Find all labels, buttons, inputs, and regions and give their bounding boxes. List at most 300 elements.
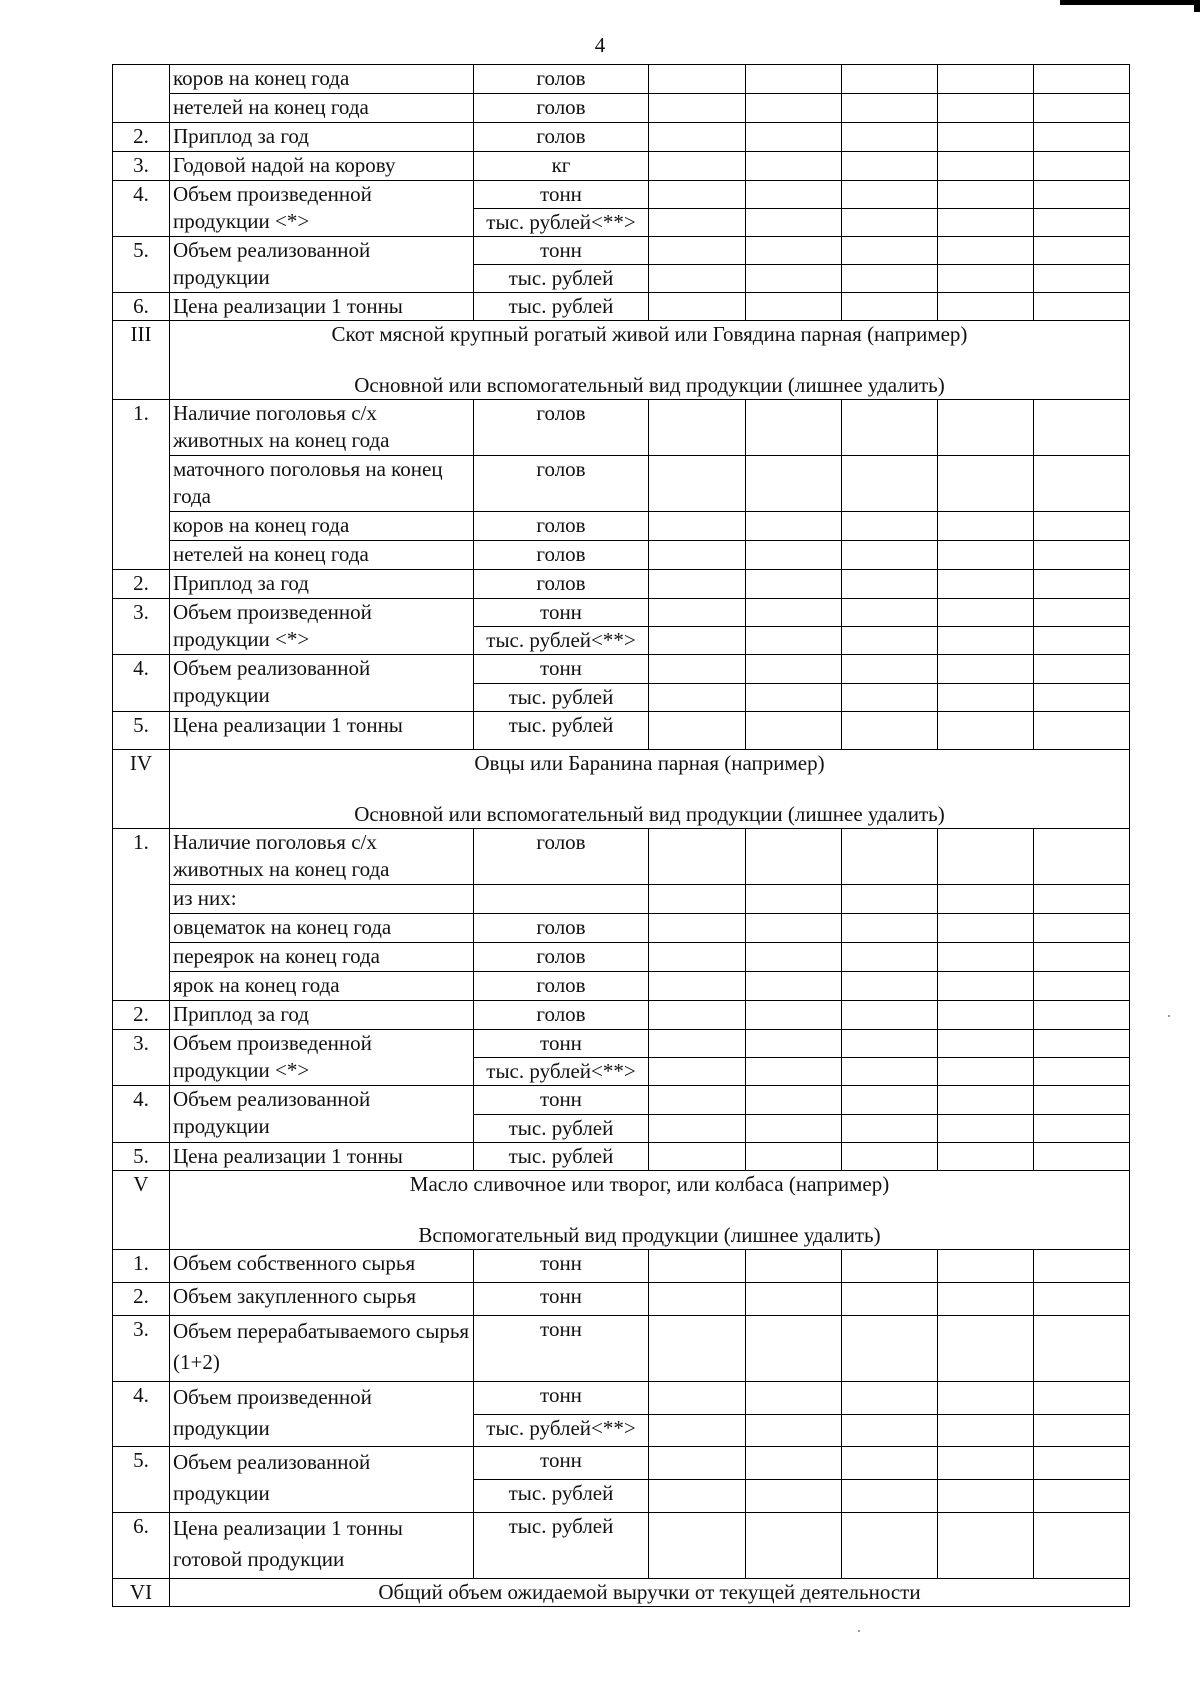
value-cell (746, 1001, 842, 1030)
row-number: 1. (113, 400, 170, 570)
value-cell (746, 943, 842, 972)
value-cell (649, 914, 746, 943)
row-number: 2. (113, 1283, 170, 1316)
row-unit: голов (474, 512, 649, 541)
value-cell (746, 1143, 842, 1171)
value-cell (746, 123, 842, 152)
row-label: маточного поголовья на конец года (170, 456, 474, 512)
row-unit: тонн (474, 599, 649, 627)
value-cell (649, 1115, 746, 1143)
value-cell (649, 265, 746, 293)
row-unit: голов (474, 94, 649, 123)
row-label: Объем собственного сырья (170, 1250, 474, 1283)
section-number: IV (113, 750, 170, 829)
row-label: нетелей на конец года (170, 541, 474, 570)
value-cell (649, 1415, 746, 1447)
value-cell (938, 885, 1034, 914)
value-cell (649, 1283, 746, 1316)
row-label: нетелей на конец года (170, 94, 474, 123)
value-cell (649, 65, 746, 94)
value-cell (842, 1480, 938, 1513)
value-cell (842, 570, 938, 599)
value-cell (938, 829, 1034, 885)
value-cell (842, 1030, 938, 1058)
table-row (113, 512, 1130, 541)
value-cell (746, 94, 842, 123)
value-cell (842, 914, 938, 943)
row-unit: голов (474, 829, 649, 885)
value-cell (842, 1250, 938, 1283)
value-cell (938, 152, 1034, 181)
value-cell (842, 1415, 938, 1447)
value-cell (649, 123, 746, 152)
value-cell (938, 684, 1034, 712)
row-label: Объем закупленного сырья (170, 1283, 474, 1316)
value-cell (1034, 209, 1130, 237)
value-cell (746, 1058, 842, 1086)
value-cell (842, 885, 938, 914)
row-unit: тонн (474, 1250, 649, 1283)
section-title: Масло сливочное или творог, или колбаса (например) (409, 1172, 890, 1196)
value-cell (746, 599, 842, 627)
value-cell (746, 627, 842, 655)
value-cell (842, 94, 938, 123)
row-unit: голов (474, 541, 649, 570)
table-row (113, 1447, 1130, 1480)
row-unit: тыс. рублей<**> (474, 1058, 649, 1086)
row-label: Наличие поголовья с/х животных на конец года (170, 829, 474, 885)
row-unit: голов (474, 972, 649, 1001)
value-cell (842, 1513, 938, 1579)
section-title: Скот мясной крупный рогатый живой или Говядина парная (например) (331, 322, 968, 346)
value-cell (649, 1250, 746, 1283)
row-unit: голов (474, 570, 649, 599)
row-unit: тонн (474, 1030, 649, 1058)
table-row (113, 1250, 1130, 1283)
table-row (113, 599, 1130, 627)
value-cell (649, 943, 746, 972)
row-unit (474, 885, 649, 914)
value-cell (842, 972, 938, 1001)
value-cell (1034, 885, 1130, 914)
value-cell (842, 512, 938, 541)
value-cell (1034, 943, 1130, 972)
value-cell (649, 1143, 746, 1171)
section-subtitle: Основной или вспомогательный вид продукции (лишнее удалить) (354, 802, 945, 826)
value-cell (1034, 1513, 1130, 1579)
row-label: Объем произведенной продукции <*> (170, 181, 474, 237)
table-row (113, 456, 1130, 512)
value-cell (938, 570, 1034, 599)
value-cell (842, 1086, 938, 1115)
row-label: ярок на конец года (170, 972, 474, 1001)
row-label: Объем произведенной продукции <*> (170, 599, 474, 655)
value-cell (938, 712, 1034, 750)
value-cell (1034, 512, 1130, 541)
row-unit: тыс. рублей (474, 712, 649, 750)
table-row (113, 1316, 1130, 1382)
value-cell (649, 829, 746, 885)
value-cell (938, 65, 1034, 94)
row-unit: тыс. рублей<**> (474, 209, 649, 237)
value-cell (746, 1480, 842, 1513)
value-cell (1034, 1283, 1130, 1316)
value-cell (649, 293, 746, 321)
row-number: 5. (113, 712, 170, 750)
value-cell (1034, 1382, 1130, 1415)
value-cell (938, 181, 1034, 209)
row-unit: тонн (474, 1316, 649, 1382)
value-cell (649, 1086, 746, 1115)
row-label: Объем реализованной продукции (170, 1447, 474, 1513)
livestock-production-table (112, 64, 1130, 1607)
row-unit: тонн (474, 1382, 649, 1415)
value-cell (746, 684, 842, 712)
table-row (113, 972, 1130, 1001)
value-cell (842, 123, 938, 152)
value-cell (649, 512, 746, 541)
value-cell (746, 1086, 842, 1115)
value-cell (1034, 1480, 1130, 1513)
section-title-cell (170, 321, 1130, 400)
value-cell (1034, 265, 1130, 293)
section-number: III (113, 321, 170, 400)
row-unit: тыс. рублей (474, 1480, 649, 1513)
value-cell (649, 570, 746, 599)
section-number: V (113, 1171, 170, 1250)
table-row (113, 943, 1130, 972)
value-cell (649, 237, 746, 265)
value-cell (842, 65, 938, 94)
value-cell (842, 541, 938, 570)
value-cell (649, 1480, 746, 1513)
value-cell (938, 1086, 1034, 1115)
section-header-row (113, 750, 1130, 829)
page-number: 4 (594, 33, 606, 57)
row-label: Объем произведенной продукции (170, 1382, 474, 1447)
value-cell (938, 1316, 1034, 1382)
value-cell (649, 972, 746, 1001)
row-unit: тонн (474, 1086, 649, 1115)
value-cell (649, 1030, 746, 1058)
value-cell (842, 265, 938, 293)
value-cell (842, 829, 938, 885)
value-cell (938, 1480, 1034, 1513)
row-number: 5. (113, 1143, 170, 1171)
row-unit: голов (474, 914, 649, 943)
table-row (113, 1283, 1130, 1316)
value-cell (746, 541, 842, 570)
row-label: Приплод за год (170, 1001, 474, 1030)
value-cell (746, 293, 842, 321)
value-cell (649, 456, 746, 512)
value-cell (938, 400, 1034, 456)
value-cell (746, 400, 842, 456)
row-label: Объем реализованной продукции (170, 237, 474, 293)
value-cell (746, 972, 842, 1001)
row-label: Наличие поголовья с/х животных на конец года (170, 400, 474, 456)
row-unit: тонн (474, 237, 649, 265)
value-cell (649, 1316, 746, 1382)
table-row (113, 1001, 1130, 1030)
row-unit: голов (474, 400, 649, 456)
row-number: 4. (113, 1086, 170, 1143)
value-cell (649, 400, 746, 456)
table-row (113, 1382, 1130, 1415)
row-unit: голов (474, 456, 649, 512)
row-number: 4. (113, 655, 170, 712)
section-title-cell (170, 750, 1130, 829)
value-cell (649, 209, 746, 237)
value-cell (938, 972, 1034, 1001)
value-cell (746, 152, 842, 181)
section-number: VI (113, 1579, 170, 1607)
value-cell (746, 1283, 842, 1316)
value-cell (842, 1001, 938, 1030)
row-label: Объем произведенной продукции <*> (170, 1030, 474, 1086)
value-cell (1034, 712, 1130, 750)
value-cell (1034, 1415, 1130, 1447)
value-cell (746, 209, 842, 237)
value-cell (1034, 1250, 1130, 1283)
row-number: 2. (113, 570, 170, 599)
value-cell (842, 1058, 938, 1086)
row-label: Цена реализации 1 тонны (170, 1143, 474, 1171)
value-cell (842, 1283, 938, 1316)
row-label: переярок на конец года (170, 943, 474, 972)
table-row (113, 570, 1130, 599)
value-cell (938, 1447, 1034, 1480)
row-label: Объем перерабатываемого сырья (1+2) (170, 1316, 474, 1382)
value-cell (649, 94, 746, 123)
section-header-row (113, 1171, 1130, 1250)
value-cell (1034, 1447, 1130, 1480)
value-cell (842, 152, 938, 181)
row-unit: тонн (474, 1283, 649, 1316)
value-cell (746, 829, 842, 885)
value-cell (649, 1382, 746, 1415)
value-cell (746, 1250, 842, 1283)
table-row (113, 1513, 1130, 1579)
section-subtitle: Основной или вспомогательный вид продукции (лишнее удалить) (354, 373, 945, 397)
table-row (113, 293, 1130, 321)
value-cell (746, 712, 842, 750)
row-unit: тыс. рублей (474, 1513, 649, 1579)
section-title-cell (170, 1171, 1130, 1250)
value-cell (1034, 655, 1130, 684)
value-cell (842, 1316, 938, 1382)
value-cell (938, 237, 1034, 265)
row-number: 6. (113, 293, 170, 321)
value-cell (746, 1513, 842, 1579)
value-cell (1034, 914, 1130, 943)
value-cell (1034, 1143, 1130, 1171)
value-cell (938, 627, 1034, 655)
row-label: Объем реализованной продукции (170, 655, 474, 712)
row-unit: тонн (474, 181, 649, 209)
table-row (113, 1143, 1130, 1171)
row-unit: голов (474, 65, 649, 94)
scan-speck (1168, 1015, 1170, 1017)
value-cell (842, 400, 938, 456)
value-cell (842, 237, 938, 265)
value-cell (938, 655, 1034, 684)
row-label: Цена реализации 1 тонны (170, 293, 474, 321)
row-label: Годовой надой на корову (170, 152, 474, 181)
row-label: Цена реализации 1 тонны (170, 712, 474, 750)
table-row (113, 541, 1130, 570)
section-header-row (113, 1579, 1130, 1607)
table-row (113, 65, 1130, 94)
scan-speck (858, 1630, 860, 1632)
table-row (113, 712, 1130, 750)
row-unit: тыс. рублей (474, 293, 649, 321)
value-cell (1034, 94, 1130, 123)
row-unit: тыс. рублей (474, 265, 649, 293)
value-cell (649, 1513, 746, 1579)
row-unit: голов (474, 943, 649, 972)
row-unit: тыс. рублей (474, 1115, 649, 1143)
value-cell (649, 655, 746, 684)
row-number: 3. (113, 1030, 170, 1086)
value-cell (649, 684, 746, 712)
value-cell (1034, 684, 1130, 712)
row-unit: тыс. рублей<**> (474, 1415, 649, 1447)
value-cell (746, 655, 842, 684)
table-row (113, 152, 1130, 181)
value-cell (842, 293, 938, 321)
row-number: 3. (113, 599, 170, 655)
row-unit: тонн (474, 655, 649, 684)
value-cell (746, 1115, 842, 1143)
value-cell (1034, 293, 1130, 321)
row-unit: голов (474, 123, 649, 152)
value-cell (746, 1447, 842, 1480)
value-cell (1034, 152, 1130, 181)
value-cell (649, 1447, 746, 1480)
value-cell (938, 1382, 1034, 1415)
value-cell (746, 1415, 842, 1447)
value-cell (1034, 599, 1130, 627)
section-header-row (113, 321, 1130, 400)
row-number: 5. (113, 1447, 170, 1513)
row-label: из них: (170, 885, 474, 914)
value-cell (842, 181, 938, 209)
value-cell (1034, 123, 1130, 152)
row-number: 1. (113, 829, 170, 1001)
section-title: Общий объем ожидаемой выручки от текущей деятельности (170, 1579, 1130, 1607)
row-number: 2. (113, 1001, 170, 1030)
table-row (113, 123, 1130, 152)
row-unit: тыс. рублей<**> (474, 627, 649, 655)
scan-corner-mark (1060, 0, 1200, 5)
table-row (113, 400, 1130, 456)
value-cell (938, 1250, 1034, 1283)
value-cell (938, 94, 1034, 123)
value-cell (746, 1382, 842, 1415)
value-cell (649, 627, 746, 655)
value-cell (938, 123, 1034, 152)
value-cell (649, 712, 746, 750)
value-cell (938, 1143, 1034, 1171)
row-unit: тыс. рублей (474, 684, 649, 712)
value-cell (842, 1115, 938, 1143)
table-row (113, 655, 1130, 684)
value-cell (842, 655, 938, 684)
value-cell (938, 541, 1034, 570)
value-cell (938, 512, 1034, 541)
value-cell (842, 712, 938, 750)
value-cell (746, 570, 842, 599)
value-cell (1034, 1058, 1130, 1086)
table-row (113, 1030, 1130, 1058)
row-number: 2. (113, 123, 170, 152)
table-row (113, 885, 1130, 914)
value-cell (842, 209, 938, 237)
value-cell (842, 1382, 938, 1415)
table-row (113, 237, 1130, 265)
value-cell (842, 1143, 938, 1171)
value-cell (842, 456, 938, 512)
row-number: 6. (113, 1513, 170, 1579)
value-cell (842, 943, 938, 972)
value-cell (842, 627, 938, 655)
value-cell (746, 265, 842, 293)
row-number: 1. (113, 1250, 170, 1283)
value-cell (1034, 456, 1130, 512)
value-cell (1034, 65, 1130, 94)
row-label: коров на конец года (170, 512, 474, 541)
value-cell (649, 599, 746, 627)
value-cell (746, 65, 842, 94)
row-label: Приплод за год (170, 123, 474, 152)
value-cell (1034, 1086, 1130, 1115)
row-number: 5. (113, 237, 170, 293)
value-cell (649, 181, 746, 209)
value-cell (938, 293, 1034, 321)
value-cell (938, 1115, 1034, 1143)
row-unit: тонн (474, 1447, 649, 1480)
value-cell (938, 1283, 1034, 1316)
value-cell (1034, 1001, 1130, 1030)
value-cell (938, 1030, 1034, 1058)
row-unit: тыс. рублей (474, 1143, 649, 1171)
table-row (113, 1086, 1130, 1115)
value-cell (938, 599, 1034, 627)
value-cell (938, 1513, 1034, 1579)
value-cell (746, 237, 842, 265)
value-cell (649, 885, 746, 914)
value-cell (649, 1001, 746, 1030)
row-number: 3. (113, 1316, 170, 1382)
value-cell (938, 456, 1034, 512)
row-unit: голов (474, 1001, 649, 1030)
row-label: Объем реализованной продукции (170, 1086, 474, 1143)
value-cell (1034, 400, 1130, 456)
value-cell (938, 1415, 1034, 1447)
value-cell (938, 1058, 1034, 1086)
value-cell (1034, 1316, 1130, 1382)
value-cell (1034, 570, 1130, 599)
value-cell (1034, 1115, 1130, 1143)
table-row (113, 914, 1130, 943)
value-cell (938, 914, 1034, 943)
row-number: 3. (113, 152, 170, 181)
value-cell (1034, 627, 1130, 655)
value-cell (1034, 829, 1130, 885)
table-row (113, 94, 1130, 123)
value-cell (746, 181, 842, 209)
